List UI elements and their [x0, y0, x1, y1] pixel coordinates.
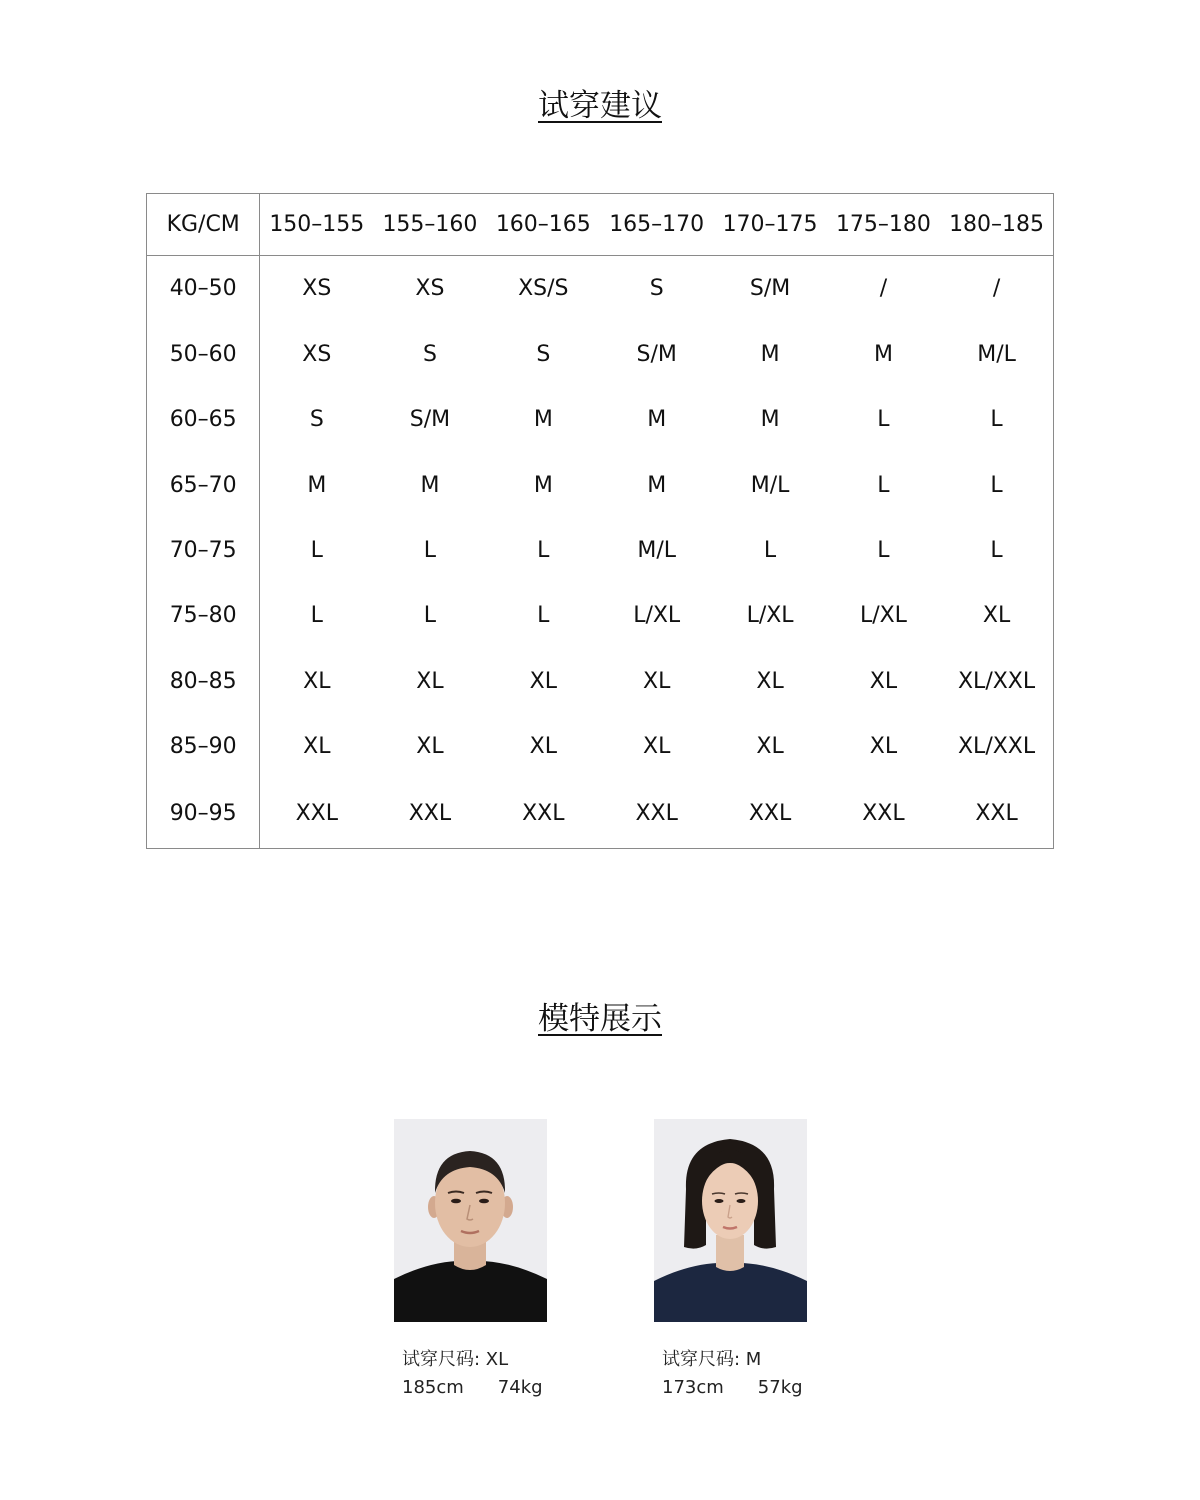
model-measurements: [402, 1374, 594, 1402]
model-caption: [394, 1346, 594, 1402]
table-row: [147, 321, 1054, 386]
model-size-label: 试穿尺码: XL: [402, 1349, 509, 1370]
fit-section-title: 试穿建议: [538, 88, 662, 124]
weight-row-header: 75–80: [147, 583, 260, 648]
size-cell: S: [536, 341, 551, 367]
size-cell: M: [420, 472, 440, 498]
size-cell: S: [422, 341, 437, 367]
table-row: [147, 649, 1054, 714]
height-column-header: 150–155: [260, 194, 373, 256]
size-cell: XL: [303, 734, 331, 760]
size-cell: XXL: [522, 801, 565, 827]
size-cell: L: [990, 537, 1003, 563]
model-card-male: [394, 1119, 594, 1402]
size-cell: XXL: [975, 801, 1018, 827]
table-row: [147, 256, 1054, 322]
size-cell: L: [423, 603, 437, 629]
weight-row-header: 40–50: [147, 256, 260, 322]
size-cell: L: [877, 407, 890, 433]
model-caption: [654, 1346, 854, 1402]
table-row: [147, 387, 1054, 452]
size-cell: XXL: [408, 801, 452, 827]
model-portrait-female-image: [654, 1119, 807, 1322]
size-table-header-row: [147, 194, 1054, 256]
size-cell: L/XL: [633, 603, 681, 629]
table-row: [147, 583, 1054, 648]
size-cell: L/XL: [859, 603, 907, 629]
size-cell: M: [873, 341, 893, 367]
weight-row-header: 50–60: [147, 321, 260, 386]
weight-row-header: 80–85: [147, 649, 260, 714]
weight-row-header: 60–65: [147, 387, 260, 452]
size-cell: L: [310, 603, 323, 629]
size-cell: XL: [643, 668, 671, 694]
model-card-female: [654, 1119, 854, 1402]
model-weight: 74kg: [497, 1377, 543, 1398]
size-cell: S/M: [409, 407, 451, 433]
size-cell: XS/S: [518, 276, 569, 302]
table-row: [147, 780, 1054, 849]
size-cell: XL: [416, 668, 444, 694]
size-cell: M: [533, 407, 553, 433]
model-size-label: 试穿尺码: M: [662, 1349, 762, 1370]
height-column-header: 175–180: [827, 194, 940, 256]
size-cell: L: [537, 537, 550, 563]
size-chart-table: [146, 193, 1054, 849]
size-cell: XL/XXL: [957, 734, 1036, 760]
size-cell: XL: [529, 734, 557, 760]
size-cell: M/L: [750, 472, 790, 498]
size-cell: /: [992, 276, 1001, 302]
size-cell: XS: [415, 276, 445, 302]
size-cell: XXL: [635, 801, 678, 827]
size-cell: XS: [302, 341, 332, 367]
model-shirt: [394, 1261, 547, 1322]
model-measurements: [662, 1374, 854, 1402]
table-row: [147, 714, 1054, 779]
size-cell: M: [307, 472, 327, 498]
size-cell: M: [533, 472, 553, 498]
size-cell: S/M: [749, 276, 791, 302]
size-cell: M/L: [637, 537, 677, 563]
height-column-header: 170–175: [713, 194, 826, 256]
size-cell: M: [760, 341, 780, 367]
size-cell: L/XL: [746, 603, 794, 629]
height-column-header: 155–160: [373, 194, 486, 256]
size-cell: XL: [643, 734, 671, 760]
table-row: [147, 452, 1054, 517]
size-cell: L: [310, 537, 323, 563]
weight-row-header: 65–70: [147, 452, 260, 517]
size-cell: XS: [302, 276, 332, 302]
size-cell: L: [537, 603, 550, 629]
weight-row-header: 70–75: [147, 518, 260, 583]
size-cell: XL: [416, 734, 444, 760]
size-cell: L: [877, 537, 890, 563]
size-cell: XL/XXL: [957, 668, 1036, 694]
weight-row-header: 85–90: [147, 714, 260, 779]
size-cell: L: [423, 537, 437, 563]
size-cell: S/M: [636, 341, 677, 367]
model-photo-male: [394, 1119, 547, 1322]
size-cell: XL: [529, 668, 557, 694]
height-column-header: 180–185: [940, 194, 1053, 256]
size-cell: XXL: [862, 801, 905, 827]
model-shirt: [654, 1263, 807, 1322]
height-column-header: 160–165: [487, 194, 600, 256]
size-cell: XXL: [748, 801, 792, 827]
size-cell: S: [649, 276, 664, 302]
size-cell: XL: [756, 668, 784, 694]
model-section-title: 模特展示: [538, 1001, 662, 1037]
size-table-corner-label: KG/CM: [147, 194, 260, 256]
size-cell: L: [877, 472, 890, 498]
size-cell: /: [879, 276, 888, 302]
size-cell: M/L: [977, 341, 1016, 367]
size-cell: XL: [982, 603, 1011, 629]
model-portrait-male-image: [394, 1119, 547, 1322]
model-photo-female: [654, 1119, 807, 1322]
size-cell: M: [647, 407, 667, 433]
model-height: 173cm: [662, 1377, 724, 1398]
size-cell: M: [647, 472, 667, 498]
model-weight: 57kg: [757, 1377, 803, 1398]
size-cell: M: [760, 407, 780, 433]
size-cell: XL: [869, 668, 898, 694]
size-cell: L: [990, 407, 1003, 433]
height-column-header: 165–170: [600, 194, 713, 256]
size-cell: XL: [869, 734, 898, 760]
size-cell: L: [990, 472, 1003, 498]
size-cell: L: [763, 537, 777, 563]
size-cell: XL: [303, 668, 331, 694]
size-cell: XXL: [295, 801, 339, 827]
weight-row-header: 90–95: [147, 780, 260, 849]
model-height: 185cm: [402, 1377, 464, 1398]
size-cell: S: [309, 407, 324, 433]
size-cell: XL: [756, 734, 784, 760]
table-row: [147, 518, 1054, 583]
